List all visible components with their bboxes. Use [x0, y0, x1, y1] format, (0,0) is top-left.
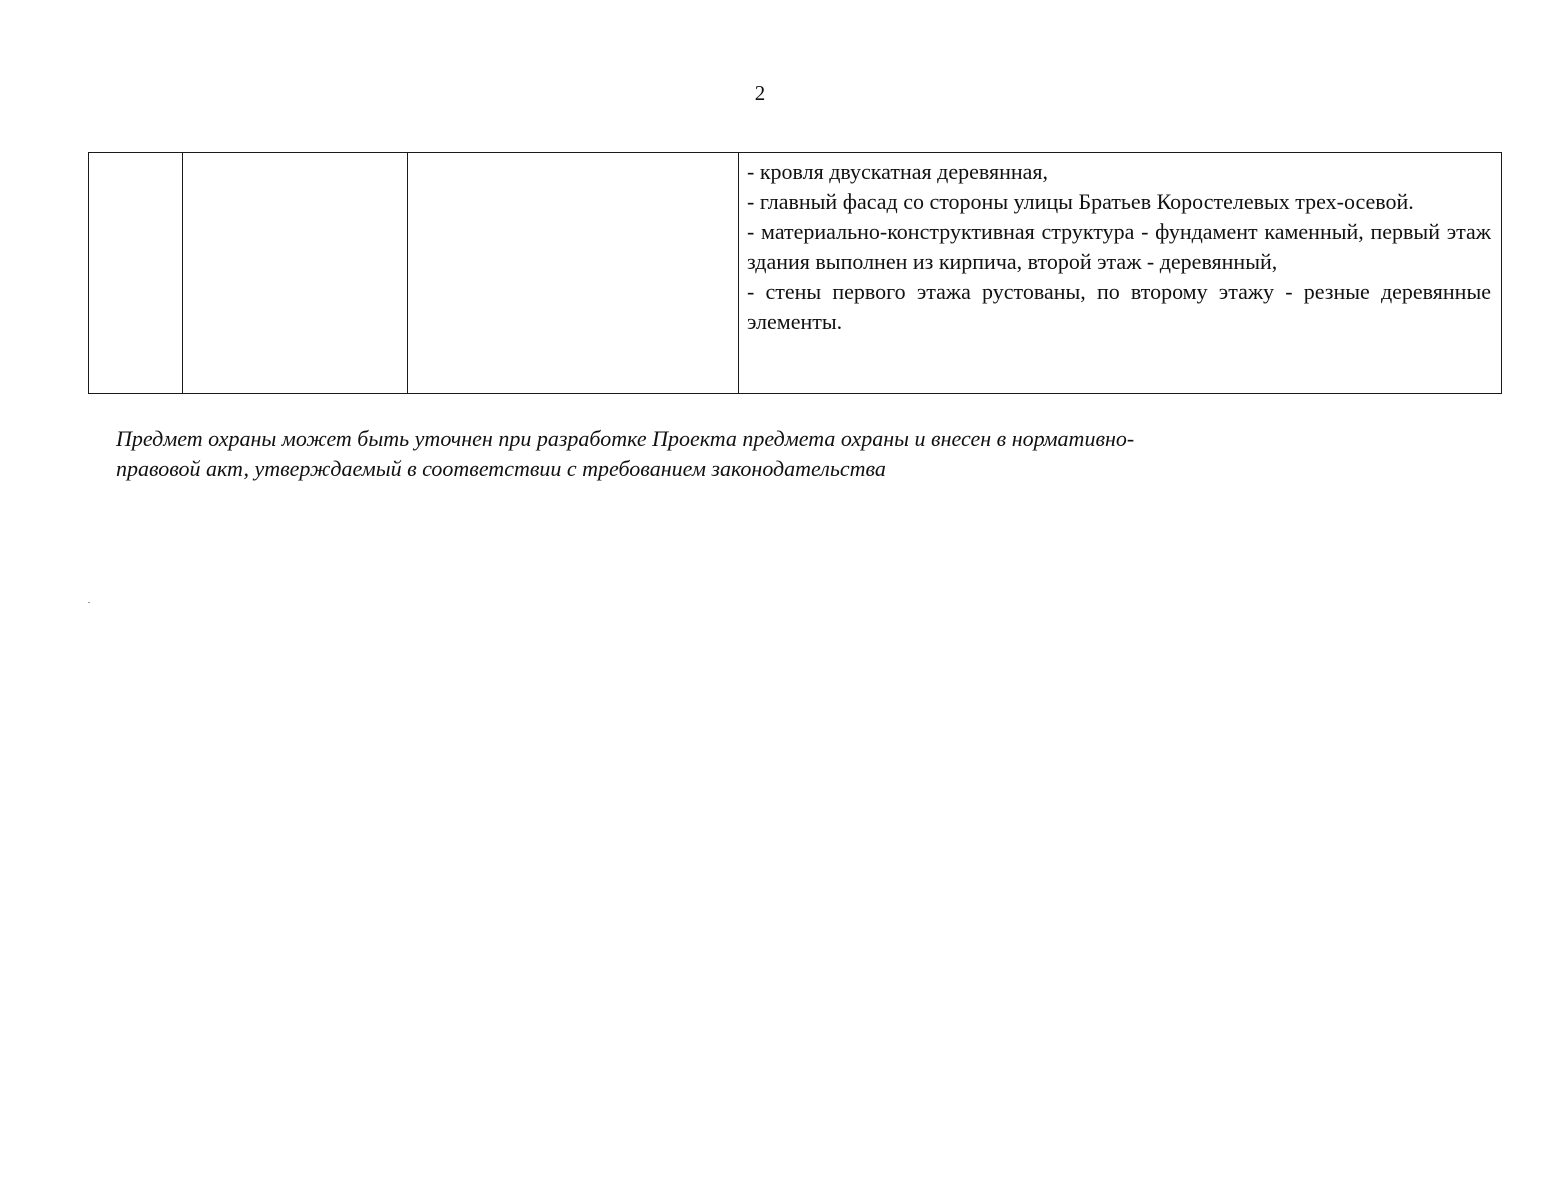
table-cell-name	[183, 153, 408, 394]
scan-artifact	[88, 602, 90, 603]
note-line: Предмет охраны может быть уточнен при разработке Проекта предмета охраны и внесен в нормативно-	[116, 426, 1135, 451]
note-line: правовой акт, утверждаемый в соответствии с требованием законодательства	[116, 456, 886, 481]
table-cell-address	[408, 153, 739, 394]
description-item: - кровля двускатная деревянная,	[747, 159, 1048, 184]
description-item: - стены первого этажа рустованы, по второму этажу - резные деревянные элементы.	[747, 279, 1491, 334]
description-item: - главный фасад со стороны улицы Братьев Коростелевых трех-осевой.	[747, 189, 1414, 214]
table-cell-description	[739, 153, 1502, 394]
table-row	[89, 153, 1502, 394]
page-number: 2	[754, 81, 766, 105]
footnote-note	[116, 424, 1376, 484]
protection-subject-table	[88, 152, 1502, 394]
table-cell-number	[89, 153, 183, 394]
description-item: - материально-конструктивная структура - фундамент каменный, первый этаж здания выполнен из кирпича, второй этаж - деревянный,	[747, 219, 1491, 274]
